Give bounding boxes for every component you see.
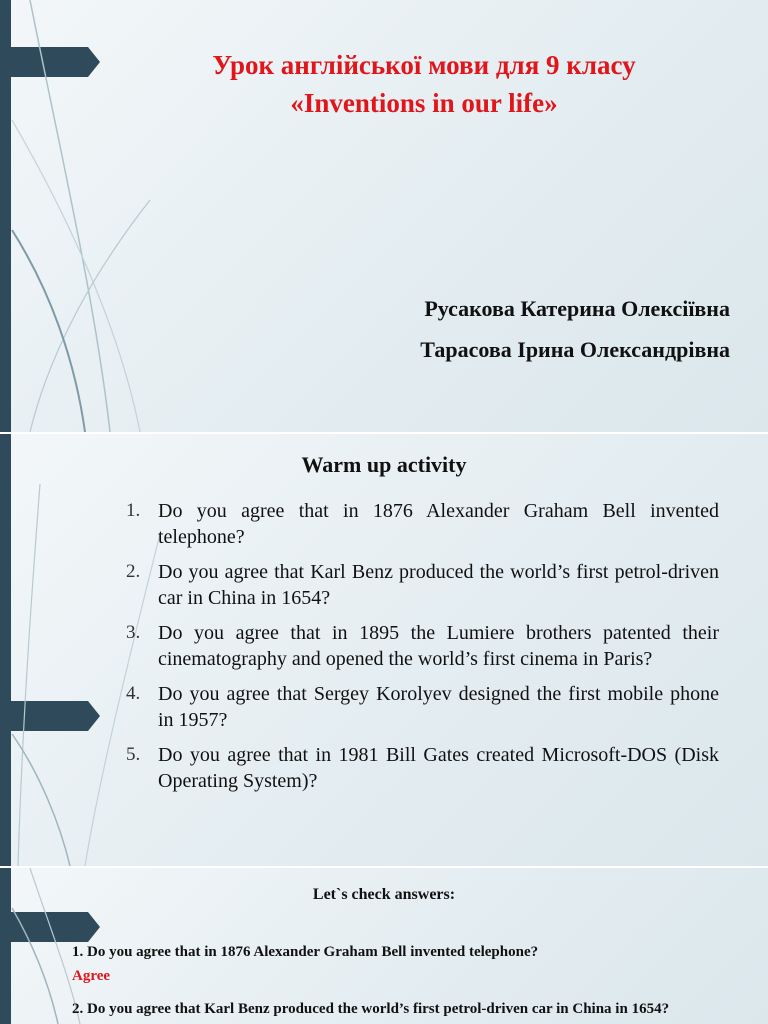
section-title: Warm up activity: [301, 452, 467, 477]
section-title: Let`s check answers:: [312, 886, 456, 903]
slide-title: [110, 46, 738, 122]
author-1: Русакова Катерина Олексіївна: [424, 296, 730, 321]
item-number: 1.: [126, 500, 141, 521]
list-item: [122, 498, 719, 550]
item-text: Do you agree that in 1876 Alexander Graham Bell invented telephone?: [158, 500, 719, 548]
list-item: [122, 681, 719, 733]
item-number: 3.: [126, 622, 141, 643]
item-text: Do you agree that Sergey Korolyev designed the first mobile phone in 1957?: [158, 683, 719, 731]
answer-1: Agree: [72, 968, 111, 984]
list-item: [122, 742, 719, 794]
item-text: Do you agree that in 1981 Bill Gates created Microsoft-DOS (Disk Operating System)?: [158, 744, 719, 792]
item-number: 2.: [126, 561, 141, 582]
arrow-marker-icon: [0, 47, 100, 77]
title-line-2: «Inventions in our life»: [290, 88, 558, 118]
answer-question-2: 2. Do you agree that Karl Benz produced the world’s first petrol-driven car in China in 1654?: [72, 1001, 670, 1017]
item-number: 5.: [126, 744, 141, 765]
left-accent-stripe: [0, 434, 11, 866]
list-item: [122, 559, 719, 611]
item-number: 4.: [126, 683, 141, 704]
answer-question-1: 1. Do you agree that in 1876 Alexander Graham Bell invented telephone?: [72, 944, 539, 960]
author-2: Тарасова Ірина Олександрівна: [420, 337, 730, 362]
title-line-1: Урок англійської мови для 9 класу: [212, 50, 636, 80]
item-text: Do you agree that Karl Benz produced the world’s first petrol-driven car in China in 1654?: [158, 561, 719, 609]
item-text: Do you agree that in 1895 the Lumiere brothers patented their cinematography and opened the world’s first cinema in Paris?: [158, 622, 719, 670]
arrow-marker-icon: [0, 701, 100, 731]
title-slide: [0, 0, 768, 432]
arrow-marker-icon: [0, 912, 100, 942]
list-item: [122, 620, 719, 672]
question-list: [122, 498, 719, 803]
